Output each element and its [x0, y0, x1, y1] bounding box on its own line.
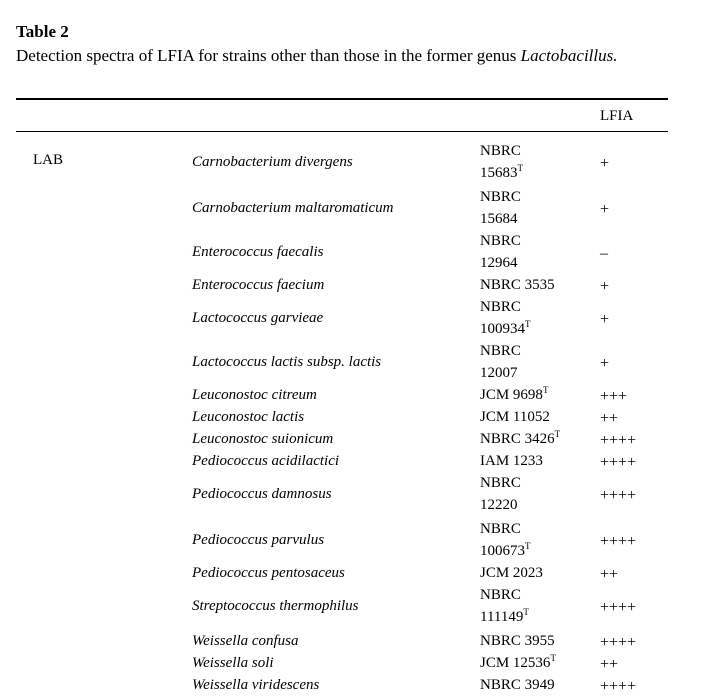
- species-name: Pediococcus damnosus: [192, 486, 332, 502]
- strain-id-text: NBRC: [480, 521, 521, 537]
- table-row: [0, 296, 702, 340]
- table-row: [0, 584, 702, 628]
- caption-genus: Lactobacillus.: [520, 46, 618, 65]
- caption-text: Detection spectra of LFIA for strains other than those in the former genus: [16, 46, 517, 65]
- lfia-result: ++++: [600, 634, 637, 651]
- table-row: [0, 384, 702, 406]
- strain-id-text: JCM 12536: [480, 655, 551, 671]
- lfia-result: ++: [600, 656, 619, 673]
- strain-id: [480, 518, 531, 562]
- table-row: [0, 472, 702, 516]
- lfia-result: +: [600, 311, 610, 328]
- lfia-result: ++++: [600, 432, 637, 449]
- strain-id-line1: [480, 428, 560, 450]
- lfia-result: ++++: [600, 599, 637, 616]
- strain-id-text: IAM 1233: [480, 453, 543, 469]
- species-name: Lactococcus lactis subsp. lactis: [192, 354, 382, 370]
- table-caption: [16, 45, 668, 67]
- species-name: Leuconostoc citreum: [192, 387, 317, 403]
- strain-id: [480, 562, 543, 584]
- strain-id-line2: [480, 208, 521, 230]
- table-row: [0, 562, 702, 584]
- species-name: Pediococcus acidilactici: [192, 453, 340, 469]
- species-name: Carnobacterium maltaromaticum: [192, 200, 394, 216]
- lfia-result: +++: [600, 388, 628, 405]
- strain-id-text: JCM 9698: [480, 387, 543, 403]
- type-strain-marker: T: [525, 319, 531, 329]
- strain-id: [480, 340, 521, 384]
- strain-id-line1: [480, 518, 531, 540]
- species-name: Enterococcus faecalis: [192, 244, 324, 260]
- strain-id-line1: [480, 406, 550, 428]
- lfia-result: ++++: [600, 533, 637, 550]
- species-name: Streptococcus thermophilus: [192, 598, 359, 614]
- table-row: [0, 518, 702, 562]
- group-label: LAB: [33, 152, 63, 168]
- strain-id-text: NBRC: [480, 343, 521, 359]
- strain-id-line1: [480, 296, 531, 318]
- strain-id-text: NBRC 3949: [480, 677, 555, 693]
- species-name: Carnobacterium divergens: [192, 154, 353, 170]
- strain-id-line1: [480, 450, 543, 472]
- strain-id: [480, 652, 556, 674]
- strain-id-line1: [480, 630, 555, 652]
- strain-id-number: 100673: [480, 543, 525, 559]
- strain-id: [480, 186, 521, 230]
- strain-id-line1: [480, 274, 555, 296]
- strain-id-line2: [480, 606, 529, 628]
- strain-id-text: NBRC: [480, 233, 521, 249]
- table-row: [0, 406, 702, 428]
- table-row: [0, 630, 702, 652]
- species-name: Pediococcus parvulus: [192, 532, 325, 548]
- strain-id-text: JCM 11052: [480, 409, 550, 425]
- strain-id-line1: [480, 230, 521, 252]
- column-header-lfia: LFIA: [600, 108, 634, 124]
- strain-id-number: 12007: [480, 365, 518, 381]
- strain-id-line2: [480, 318, 531, 340]
- strain-id-line1: [480, 340, 521, 362]
- table-row: [0, 652, 702, 674]
- table-row: [0, 140, 702, 184]
- strain-id-text: NBRC: [480, 587, 521, 603]
- species-name: Enterococcus faecium: [192, 277, 325, 293]
- strain-id-number: 15684: [480, 211, 518, 227]
- lfia-result: ++++: [600, 454, 637, 471]
- strain-id: [480, 630, 555, 652]
- table-top-rule: [16, 98, 668, 100]
- strain-id-number: 100934: [480, 321, 525, 337]
- strain-id: [480, 230, 521, 274]
- lfia-result: +: [600, 155, 610, 172]
- strain-id-text: JCM 2023: [480, 565, 543, 581]
- strain-id-text: NBRC 3955: [480, 633, 555, 649]
- strain-id-line2: [480, 540, 531, 562]
- table-row: [0, 230, 702, 274]
- species-name: Leuconostoc suionicum: [192, 431, 334, 447]
- lfia-result: ++++: [600, 487, 637, 504]
- strain-id-number: 12220: [480, 497, 518, 513]
- type-strain-marker: T: [542, 385, 549, 395]
- strain-id: [480, 428, 560, 450]
- table-title: Table 2: [16, 22, 69, 41]
- strain-id-line2: [480, 362, 521, 384]
- strain-id: [480, 406, 550, 428]
- strain-id-line1: [480, 562, 543, 584]
- strain-id-text: NBRC: [480, 189, 521, 205]
- strain-id: [480, 584, 529, 628]
- strain-id: [480, 140, 523, 184]
- species-name: Weissella viridescens: [192, 677, 320, 693]
- strain-id-line1: [480, 384, 548, 406]
- strain-id: [480, 274, 555, 296]
- strain-id: [480, 296, 531, 340]
- type-strain-marker: T: [517, 163, 523, 173]
- lfia-result: ++: [600, 566, 619, 583]
- species-name: Leuconostoc lactis: [192, 409, 305, 425]
- lfia-result: –: [600, 245, 608, 262]
- type-strain-marker: T: [523, 607, 529, 617]
- table-row: [0, 428, 702, 450]
- strain-id-line1: [480, 140, 523, 162]
- lfia-result: ++: [600, 410, 619, 427]
- species-name: Weissella confusa: [192, 633, 299, 649]
- strain-id-line1: [480, 652, 556, 674]
- strain-id-text: NBRC: [480, 143, 521, 159]
- strain-id-text: NBRC: [480, 299, 521, 315]
- species-name: Lactococcus garvieae: [192, 310, 324, 326]
- table-row: [0, 274, 702, 296]
- strain-id: [480, 472, 521, 516]
- strain-id-line1: [480, 674, 555, 696]
- strain-id-text: NBRC: [480, 475, 521, 491]
- strain-id-line2: [480, 162, 523, 184]
- strain-id-number: 12964: [480, 255, 518, 271]
- strain-id: [480, 384, 548, 406]
- strain-id: [480, 450, 543, 472]
- strain-id-line1: [480, 472, 521, 494]
- table-row: [0, 186, 702, 230]
- lfia-result: +: [600, 201, 610, 218]
- type-strain-marker: T: [554, 429, 561, 439]
- lfia-result: +: [600, 355, 610, 372]
- type-strain-marker: T: [525, 541, 531, 551]
- strain-id-text: NBRC 3535: [480, 277, 555, 293]
- species-name: Pediococcus pentosaceus: [192, 565, 345, 581]
- table-row: [0, 340, 702, 384]
- table-header-rule: [16, 131, 668, 132]
- strain-id-number: 15683: [480, 165, 518, 181]
- lfia-result: ++++: [600, 678, 637, 695]
- strain-id-line1: [480, 584, 529, 606]
- strain-id: [480, 674, 555, 696]
- species-name: Weissella soli: [192, 655, 274, 671]
- strain-id-line2: [480, 252, 521, 274]
- table-row: [0, 450, 702, 472]
- table-row: [0, 674, 702, 696]
- strain-id-line2: [480, 494, 521, 516]
- lfia-result: +: [600, 278, 610, 295]
- type-strain-marker: T: [550, 653, 556, 663]
- strain-id-number: 111149: [480, 609, 524, 625]
- strain-id-line1: [480, 186, 521, 208]
- strain-id-text: NBRC 3426: [480, 431, 555, 447]
